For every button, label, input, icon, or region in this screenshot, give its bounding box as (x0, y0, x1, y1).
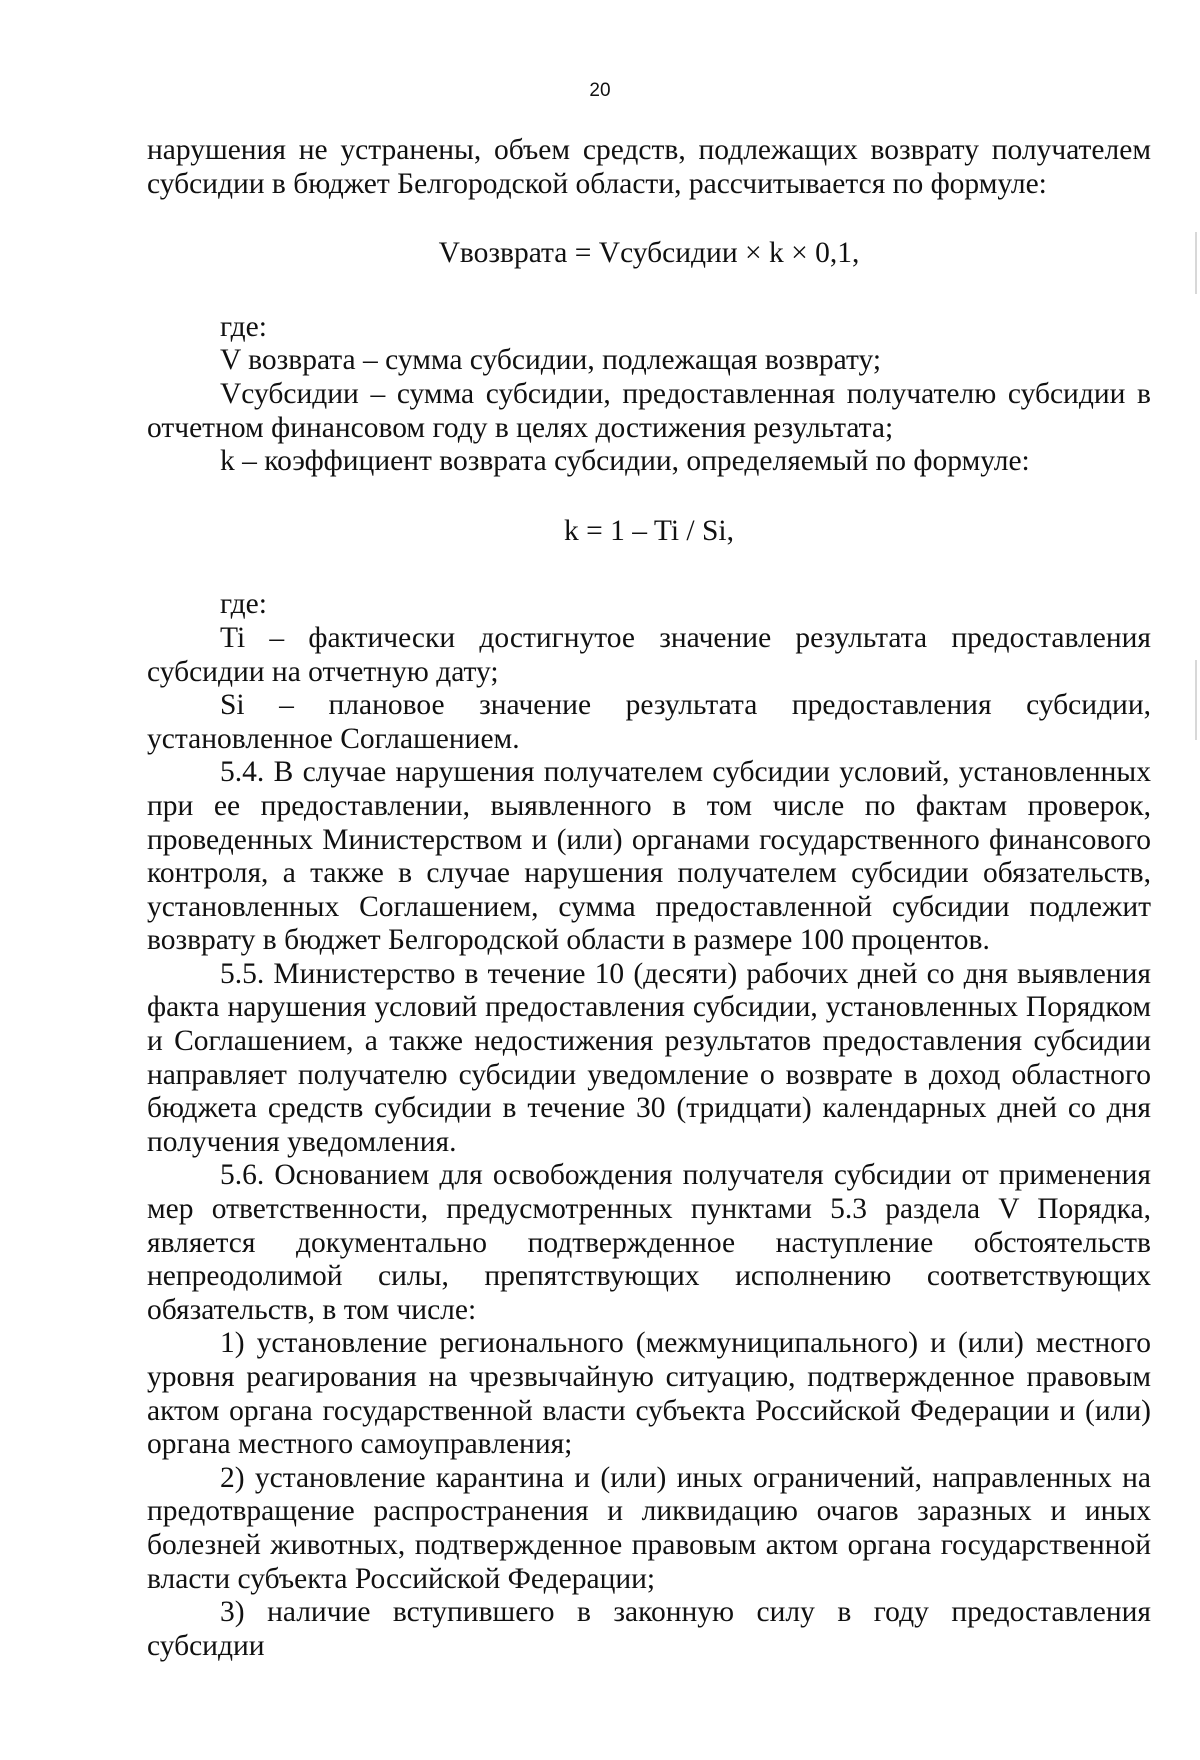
list-item-1: 1) установление регионального (межмуниципального) и (или) местного уровня реагирования на чрезвычайную ситуацию, подтвержденное правовым актом органа государственной власти субъекта Российской Федерации и (или) органа местного самоуправления; (147, 1327, 1151, 1461)
definition-v-subsidy: Vсубсидии – сумма субсидии, предоставленная получателю субсидии в отчетном финансовом году в целях достижения результата; (147, 377, 1151, 444)
formula-k: k = 1 – Ti / Si, (564, 514, 734, 547)
section-5-4: 5.4. В случае нарушения получателем субсидии условий, установленных при ее предоставлении, выявленного в том числе по фактам проверок, проведенных Министерством и (или) органами государственного финансового контроля, а также в случае нарушения получателем субсидии обязательств, установленных Соглашением, сумма предоставленной субсидии подлежит возврату в бюджет Белгородской области в размере 100 процентов. (147, 756, 1151, 957)
definition-k: k – коэффициент возврата субсидии, определяемый по формуле: (220, 445, 1030, 478)
page-number: 20 (589, 80, 611, 101)
paragraph-intro: нарушения не устранены, объем средств, подлежащих возврату получателем субсидии в бюджет Белгородской области, рассчитывается по формуле: (147, 134, 1151, 200)
where-label: где: (220, 310, 267, 343)
list-item-3: 3) наличие вступившего в законную силу в году предоставления субсидии (147, 1596, 1151, 1662)
definition-ti: Ti – фактически достигнутое значение результата предоставления субсидии на отчетную дату; (147, 621, 1151, 688)
document-body (147, 134, 1151, 1663)
definition-v-return: V возврата – сумма субсидии, подлежащая возврату; (220, 344, 882, 377)
formula-return-volume: Vвозврата = Vсубсидии × k × 0,1, (438, 237, 860, 270)
section-5-5: 5.5. Министерство в течение 10 (десяти) рабочих дней со дня выявления факта нарушения условий предоставления субсидии, установленных Порядком и Соглашением, а также недостижения результатов предоставления субсидии направляет получателю субсидии уведомление о возврате в доход областного бюджета средств субсидии в течение 30 (тридцати) календарных дней со дня получения уведомления. (147, 957, 1151, 1158)
section-5-6: 5.6. Основанием для освобождения получателя субсидии от применения мер ответственности, предусмотренных пунктами 5.3 раздела V Порядка, является документально подтвержденное наступление обстоятельств непреодолимой силы, препятствующих исполнению соответствующих обязательств, в том числе: (147, 1159, 1151, 1326)
definition-si: Si – плановое значение результата предоставления субсидии, установленное Соглашением. (147, 689, 1151, 755)
scan-edge-mark (1195, 232, 1197, 294)
where-label: где: (220, 588, 267, 621)
list-item-2: 2) установление карантина и (или) иных ограничений, направленных на предотвращение распространения и ликвидацию очагов заразных и иных болезней животных, подтвержденное правовым актом органа государственной власти субъекта Российской Федерации; (147, 1461, 1151, 1595)
scan-edge-mark (1195, 660, 1197, 740)
